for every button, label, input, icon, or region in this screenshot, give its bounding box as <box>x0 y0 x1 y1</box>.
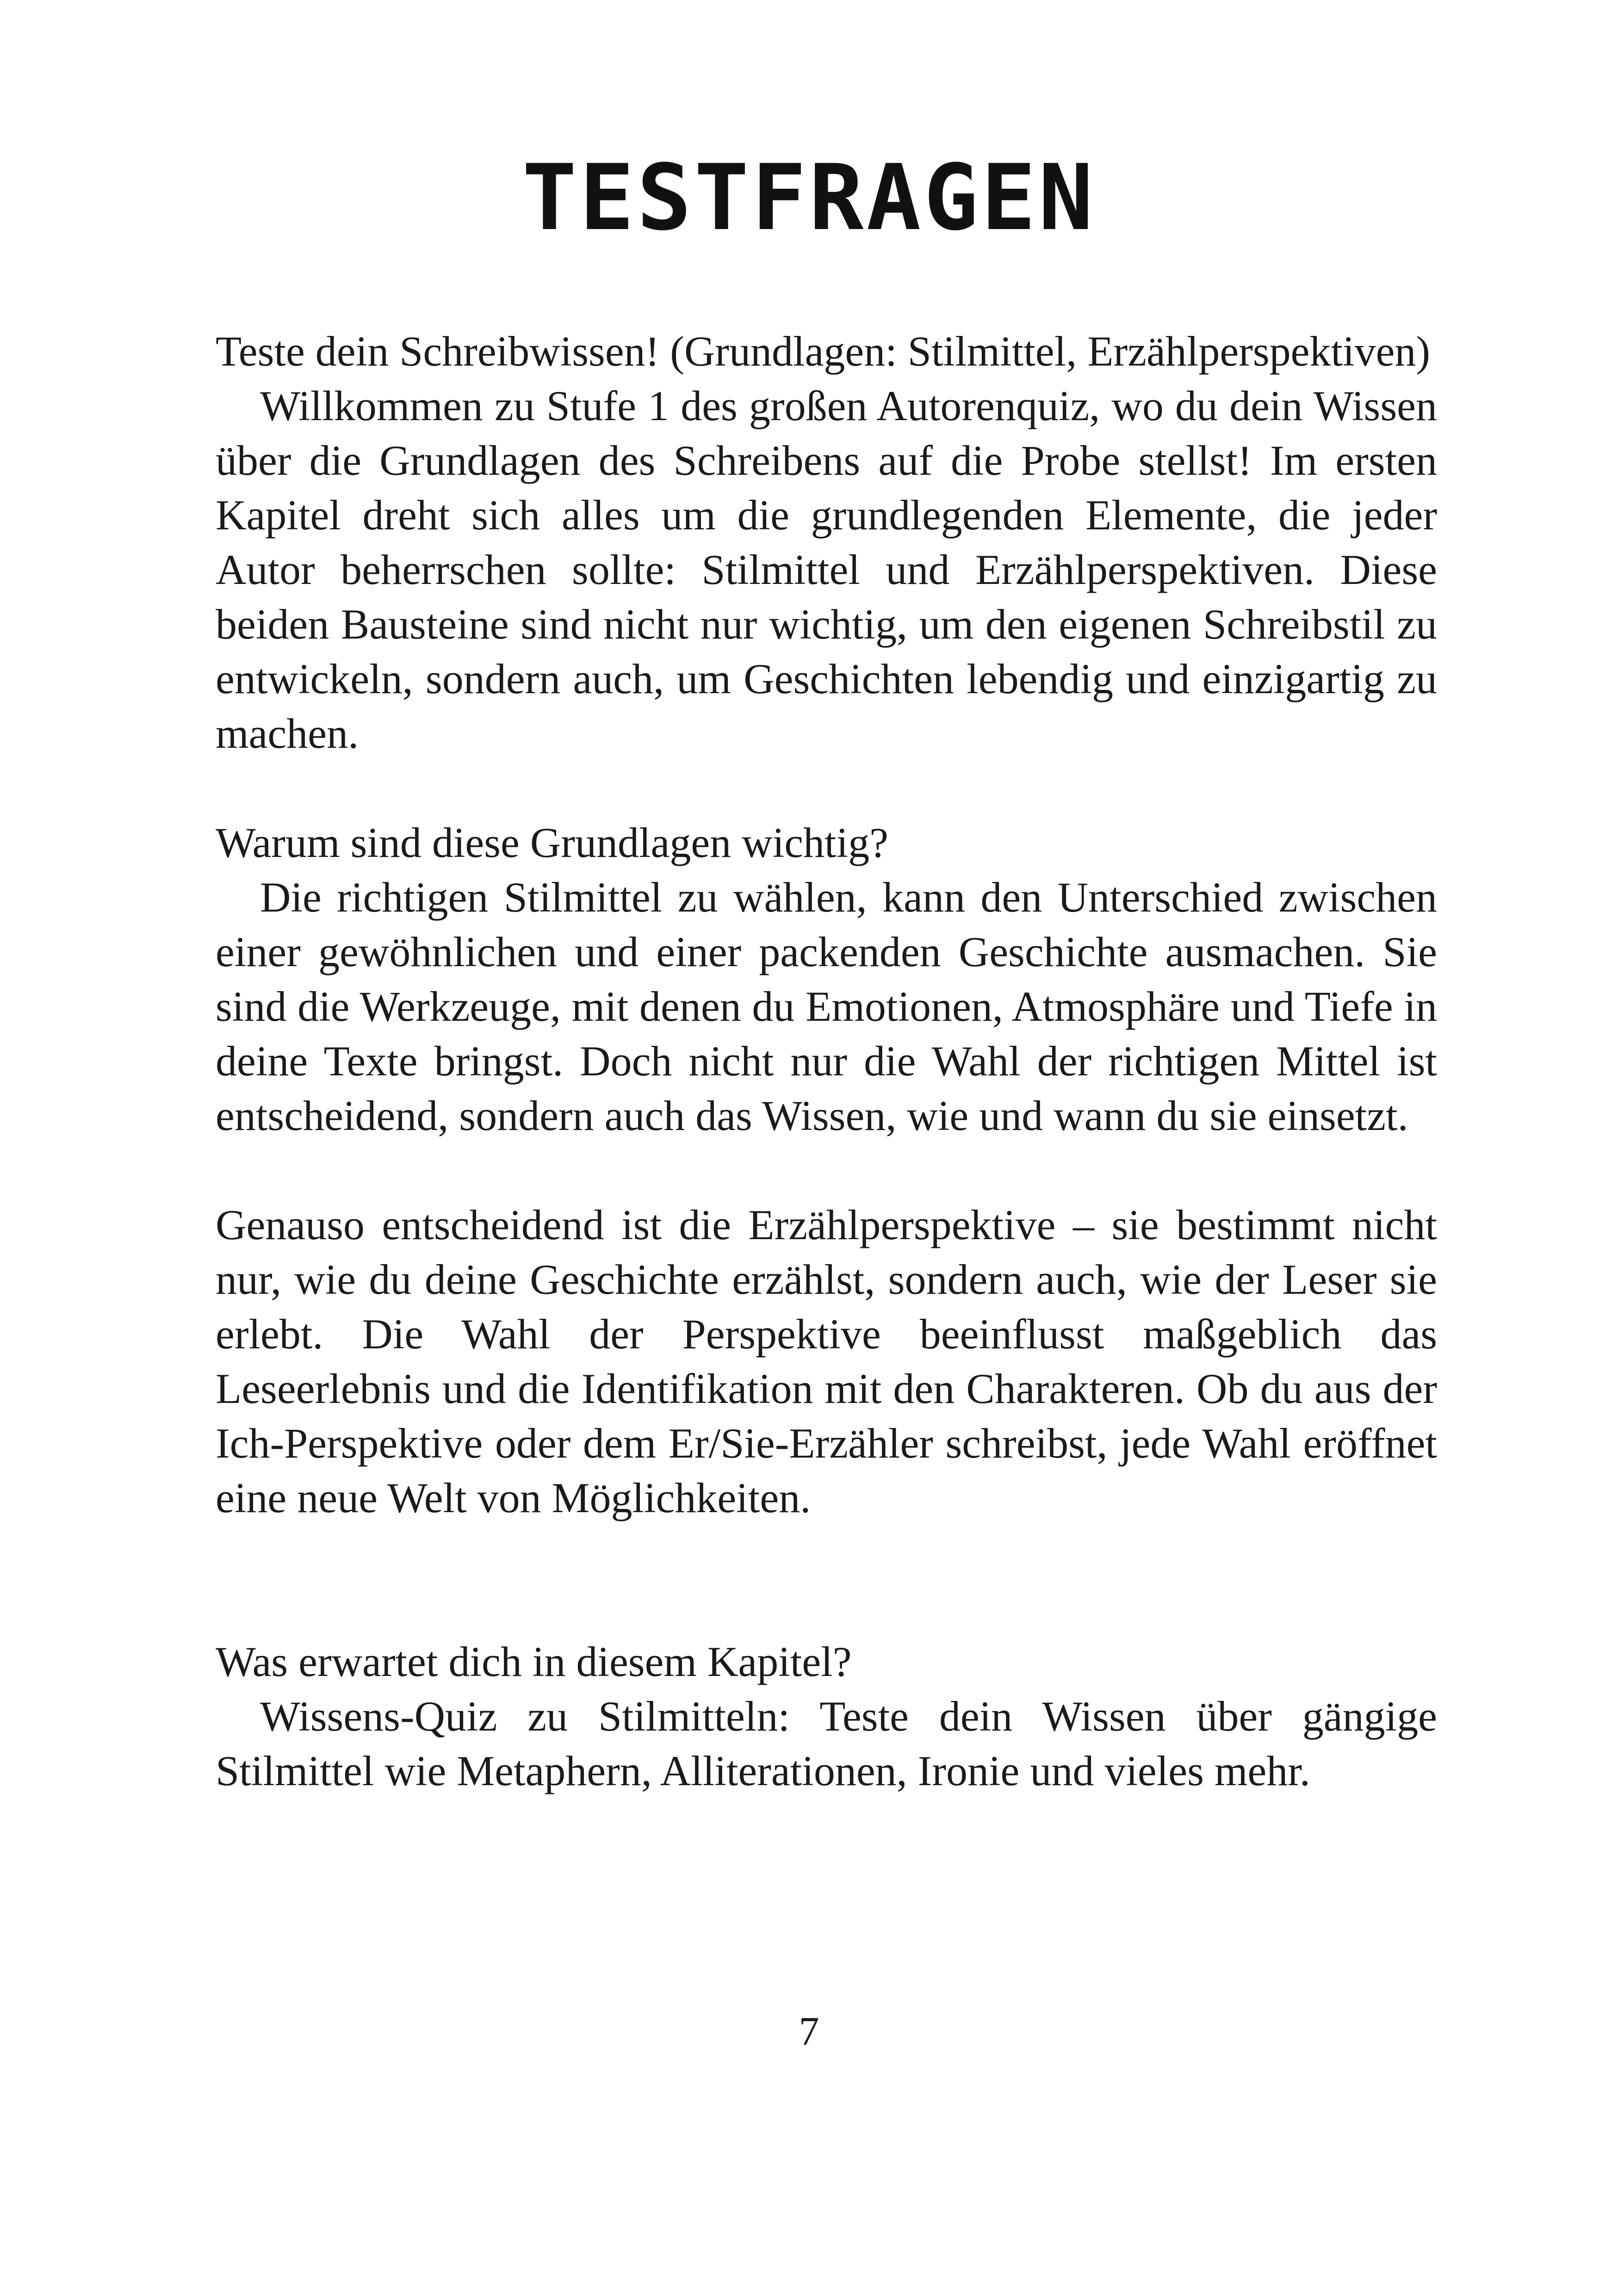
page-number: 7 <box>799 2009 819 2054</box>
why-heading: Warum sind diese Grundlagen wichtig? <box>216 819 888 866</box>
why-paragraph: Die richtigen Stilmittel zu wählen, kann den Unterschied zwischen einer gewöhnlichen und einer packenden Geschichte ausmachen. Sie sind die Werkzeuge, mit denen du Emotionen, Atmosphäre und Tiefe in deine Texte bringst. Doch nicht nur die Wahl der richtigen Mittel ist entscheidend, sondern auch das Wissen, wie und wann du sie einsetzt. <box>216 874 1437 1139</box>
intro-paragraph: Willkommen zu Stufe 1 des großen Autorenquiz, wo du dein Wissen über die Grundlagen des Schreibens auf die Probe stellst! Im ersten Kapitel dreht sich alles um die grundlegenden Elemente, die jeder Autor beherrschen sollte: Stilmittel und Erzählperspektiven. Diese beiden Bausteine sind nicht nur wichtig, um den eigenen Schreibstil zu entwickeln, sondern auch, um Geschichten lebendig und einzigartig zu machen. <box>216 382 1437 757</box>
perspective-paragraph: Genauso entscheidend ist die Erzählperspektive – sie bestimmt nicht nur, wie du deine Geschichte erzählst, sondern auch, wie der Leser sie erlebt. Die Wahl der Perspektive beeinflusst maßgeblich das Leseerlebnis und die Identifikation mit den Charakteren. Ob du aus der Ich-Perspektive oder dem Er/Sie-Erzähler schreibst, jede Wahl eröffnet eine neue Welt von Möglichkeiten. <box>216 1201 1437 1521</box>
page-body <box>216 324 1437 1798</box>
expect-heading: Was erwartet dich in diesem Kapitel? <box>216 1638 852 1685</box>
expect-paragraph: Wissens-Quiz zu Stilmitteln: Teste dein Wissen über gängige Stilmittel wie Metaphern, Alliterationen, Ironie und vieles mehr. <box>216 1693 1437 1794</box>
page-title: TESTFRAGEN <box>522 145 1096 251</box>
intro-heading: Teste dein Schreibwissen! (Grundlagen: Stilmittel, Erzählperspektiven) <box>216 328 1431 375</box>
